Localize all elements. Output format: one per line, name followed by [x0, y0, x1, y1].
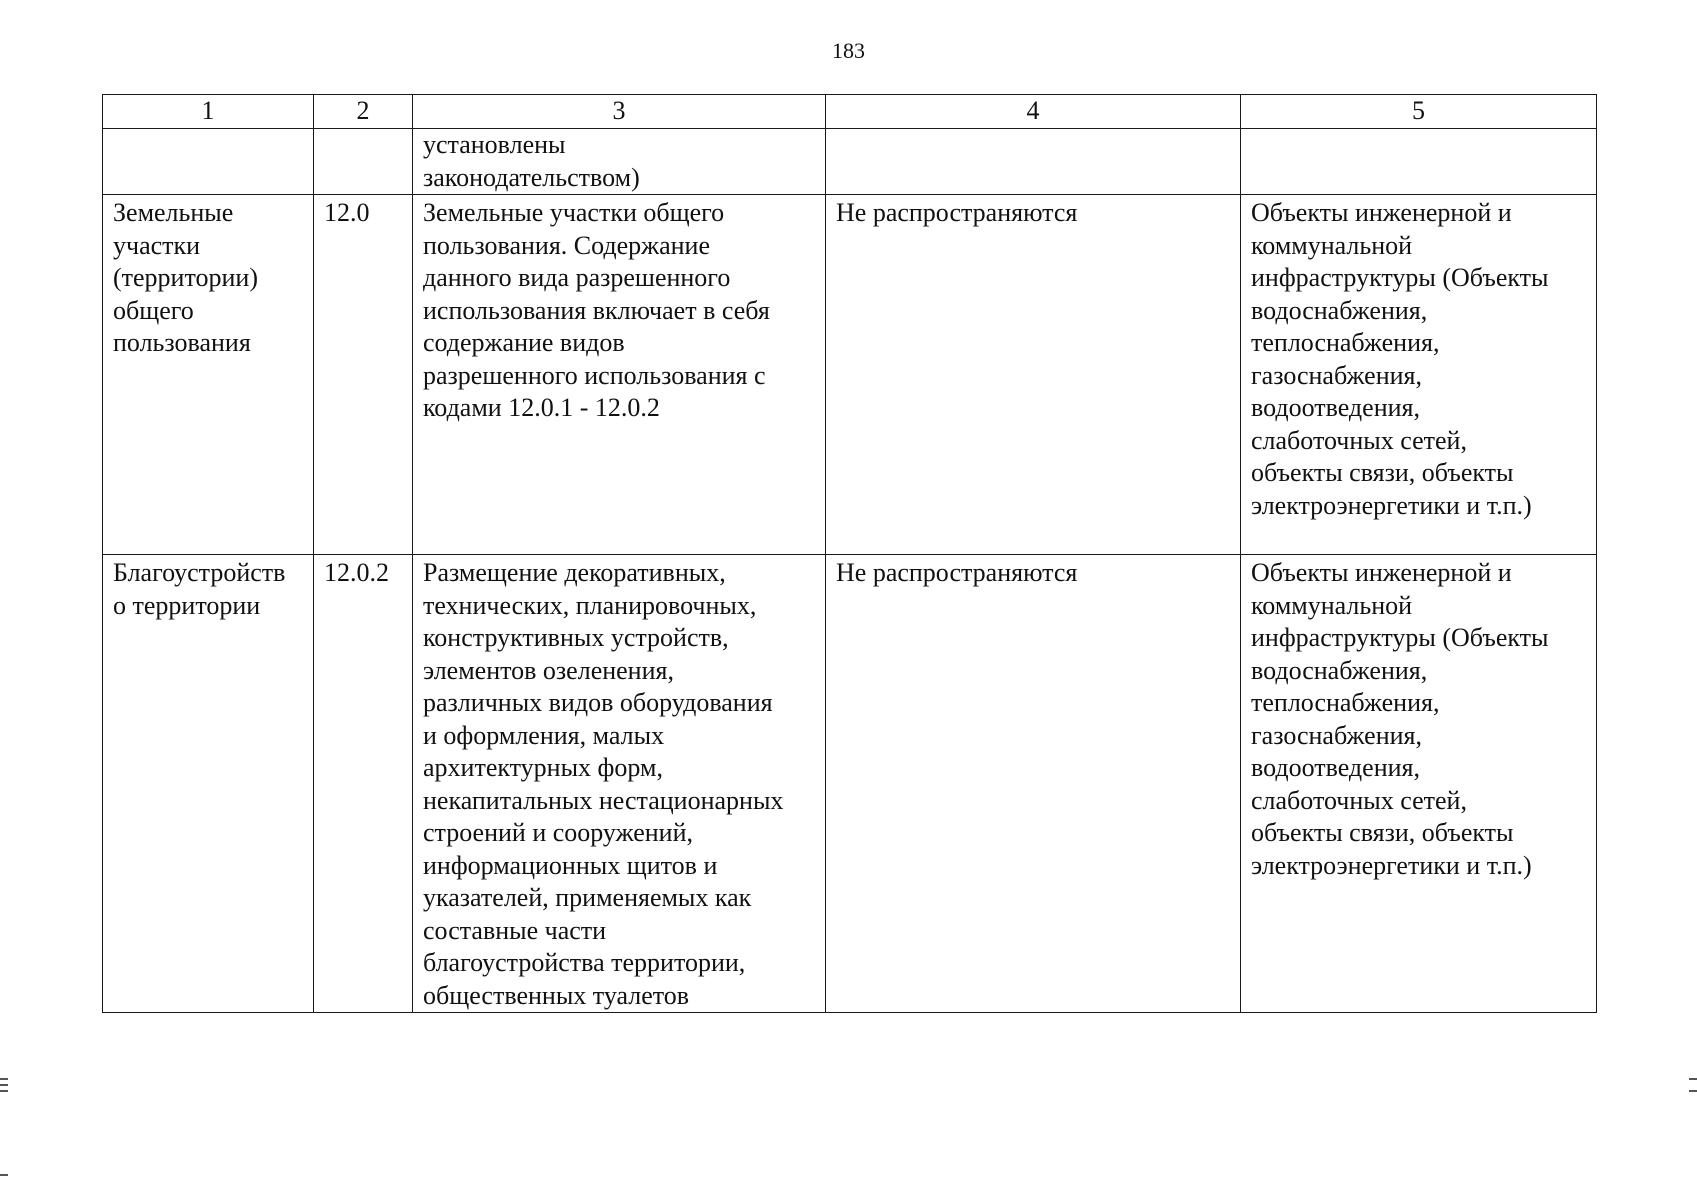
cell-description: Земельные участки общего пользования. Содержание данного вида разрешенного использования включает в себя содержание видов разрешенного использования с кодами 12.0.1 - 12.0.2	[413, 195, 826, 555]
cell-code	[314, 129, 413, 195]
left-margin-mark	[0, 1084, 8, 1086]
column-header-2: 2	[314, 95, 413, 129]
cell-objects: Объекты инженерной и коммунальной инфраструктуры (Объекты водоснабжения, теплоснабжения, газоснабжения, водоотведения, слаботочных сетей, объекты связи, объекты электроэнергетики и т.п.)	[1241, 555, 1597, 1013]
table-header-row	[103, 95, 1597, 129]
cell-name	[103, 129, 314, 195]
cell-name: Земельные участки (территории) общего пользования	[103, 195, 314, 555]
cell-restrictions: Не распространяются	[826, 555, 1241, 1013]
cell-objects: Объекты инженерной и коммунальной инфраструктуры (Объекты водоснабжения, теплоснабжения, газоснабжения, водоотведения, слаботочных сетей, объекты связи, объекты электроэнергетики и т.п.)	[1241, 195, 1597, 555]
table-row	[103, 195, 1597, 555]
cell-restrictions: Не распространяются	[826, 195, 1241, 555]
cell-name: Благоустройств о территории	[103, 555, 314, 1013]
column-header-5: 5	[1241, 95, 1597, 129]
left-margin-mark	[0, 1078, 8, 1080]
left-margin-mark	[0, 1090, 8, 1092]
table-row	[103, 129, 1597, 195]
column-header-1: 1	[103, 95, 314, 129]
right-margin-mark	[1689, 1078, 1697, 1080]
cell-restrictions	[826, 129, 1241, 195]
cell-code: 12.0	[314, 195, 413, 555]
cell-description: Размещение декоративных, технических, планировочных, конструктивных устройств, элементов озеленения, различных видов оборудования и оформления, малых архитектурных форм, некапитальных нестационарных строений и сооружений, информационных щитов и указателей, применяемых как составные части благоустройства территории, общественных туалетов	[413, 555, 826, 1013]
page-number: 183	[832, 38, 865, 63]
regulations-table	[102, 94, 1597, 1013]
table-row	[103, 555, 1597, 1013]
cell-description: установлены законодательством)	[413, 129, 826, 195]
column-header-4: 4	[826, 95, 1241, 129]
cell-code: 12.0.2	[314, 555, 413, 1013]
column-header-3: 3	[413, 95, 826, 129]
cell-objects	[1241, 129, 1597, 195]
left-margin-mark	[0, 1174, 8, 1176]
right-margin-mark	[1689, 1090, 1697, 1092]
